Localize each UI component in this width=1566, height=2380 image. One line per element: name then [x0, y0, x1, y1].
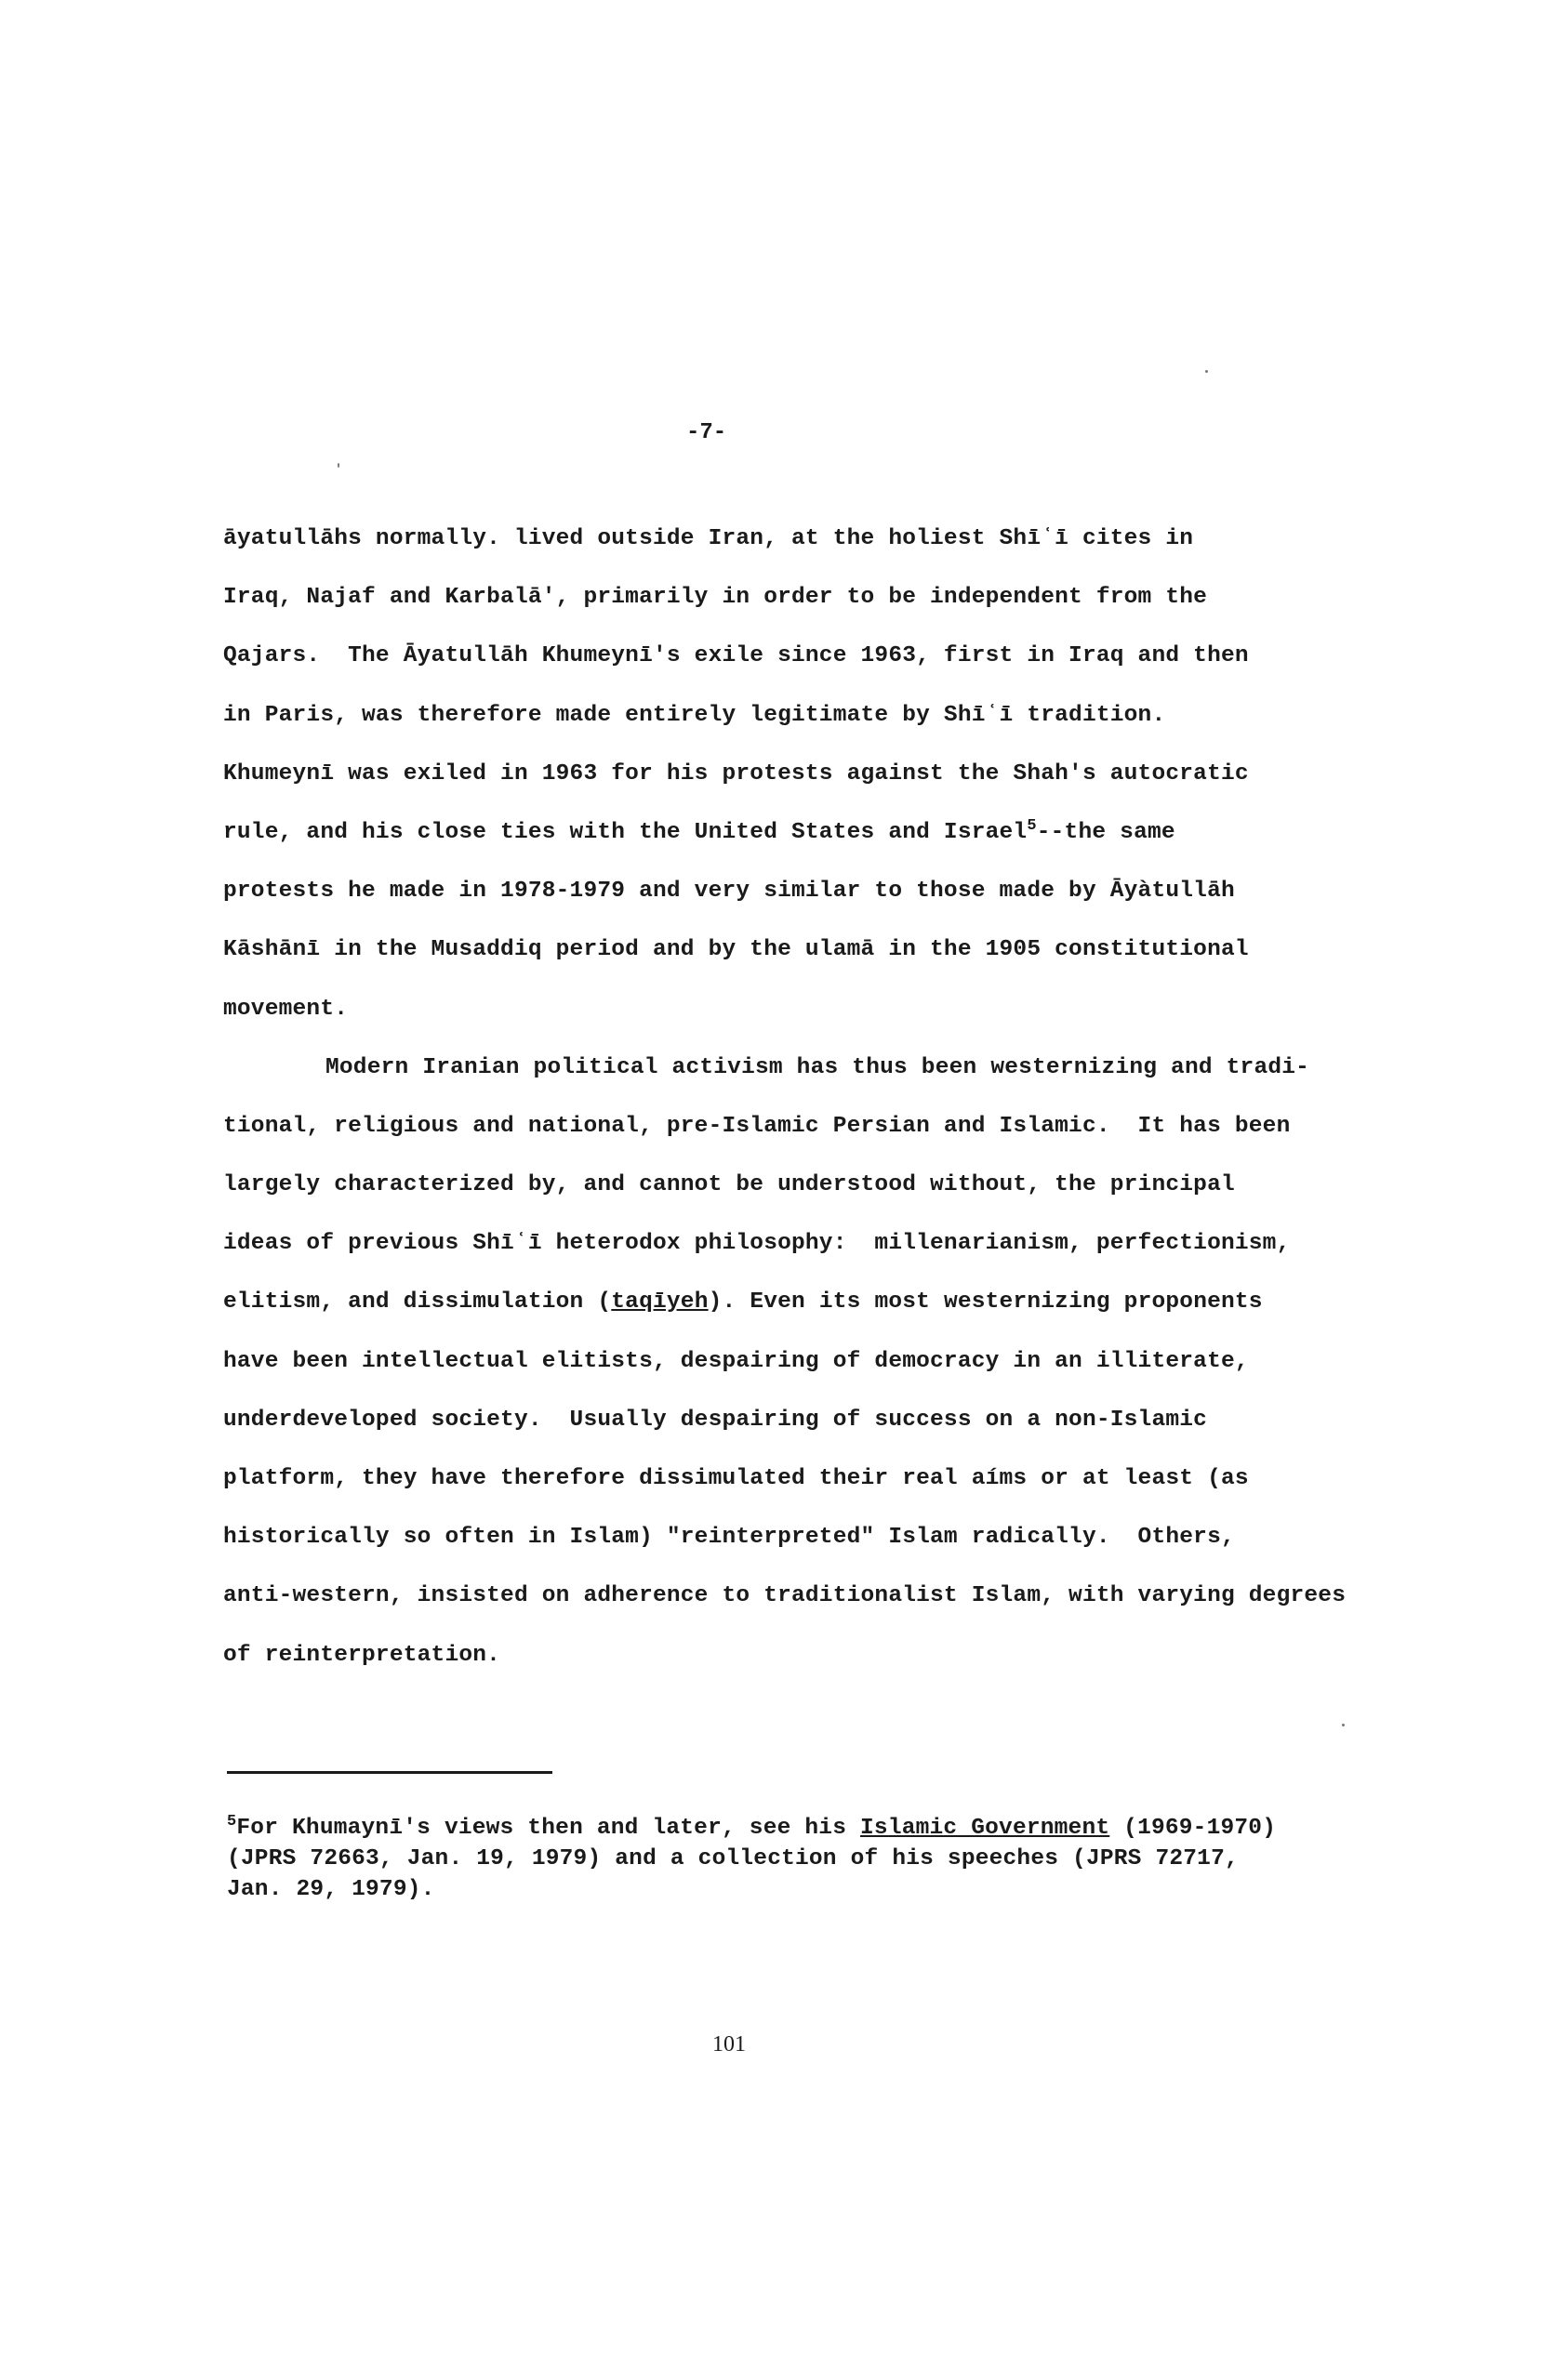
body-line-2: Iraq, Najaf and Karbalā', primarily in order to be independent from the: [223, 585, 1208, 611]
body-text: [223, 509, 1413, 1685]
body-line-16: underdeveloped society. Usually despairing of success on a non-Islamic: [223, 1407, 1208, 1433]
body-line-10: Modern Iranian political activism has thus been westernizing and tradi-: [325, 1054, 1310, 1080]
footnote-reference: 5: [1027, 816, 1037, 835]
body-line-18: historically so often in Islam) "reinterpreted" Islam radically. Others,: [223, 1525, 1235, 1551]
taqiyeh-term: taqīyeh: [611, 1289, 709, 1316]
footnote-line-1-a: For Khumaynī's views then and later, see his: [236, 1816, 861, 1841]
body-line-11: tional, religious and national, pre-Islamic Persian and Islamic. It has been: [223, 1113, 1291, 1139]
header-page-number: -7-: [686, 420, 727, 445]
body-line-14: [223, 1273, 1413, 1331]
body-line-14-text: elitism, and dissimulation (: [223, 1289, 612, 1316]
body-line-4: in Paris, was therefore made entirely legitimate by Shīʿī tradition.: [223, 702, 1166, 728]
scan-speck: [1342, 1724, 1345, 1726]
body-line-14-tail: ). Even its most westernizing proponents: [708, 1289, 1263, 1316]
body-line-5: Khumeynī was exiled in 1963 for his protests against the Shah's autocratic: [223, 760, 1249, 787]
body-line-15: have been intellectual elitists, despairing of democracy in an illiterate,: [223, 1348, 1249, 1374]
body-line-13: ideas of previous Shīʿī heterodox philosophy: millenarianism, perfectionism,: [223, 1231, 1291, 1257]
body-line-9: movement.: [223, 996, 349, 1022]
footnote-line-3: Jan. 29, 1979).: [227, 1877, 435, 1902]
body-line-3: Qajars. The Āyatullāh Khumeynī's exile since 1963, first in Iraq and then: [223, 643, 1249, 669]
scan-speck: [1205, 370, 1208, 373]
body-line-12: largely characterized by, and cannot be understood without, the principal: [223, 1172, 1235, 1198]
footnote: [227, 1813, 1427, 1905]
body-line-1: āyatullāhs normally. lived outside Iran, at the holiest Shīʿī cites in: [223, 526, 1194, 551]
body-line-6-text: rule, and his close ties with the United States and Israel: [223, 819, 1028, 845]
footnote-line-1: [227, 1813, 1427, 1844]
footnote-divider: [227, 1771, 552, 1774]
body-line-8: Kāshānī in the Musaddiq period and by the ulamā in the 1905 constitutional: [223, 937, 1249, 963]
footnote-line-1-b: (1969-1970): [1109, 1816, 1277, 1841]
body-line-7: protests he made in 1978-1979 and very similar to those made by Āyàtullāh: [223, 879, 1235, 905]
footnote-marker: 5: [227, 1812, 237, 1831]
body-line-17: platform, they have therefore dissimulated their real aíms or at least (as: [223, 1466, 1249, 1491]
body-line-19: anti-western, insisted on adherence to traditionalist Islam, with varying degrees: [223, 1583, 1347, 1609]
body-line-20: of reinterpretation.: [223, 1642, 501, 1668]
body-line-6-tail: --the same: [1036, 819, 1175, 845]
footnote-line-2: (JPRS 72663, Jan. 19, 1979) and a collection of his speeches (JPRS 72717,: [227, 1846, 1239, 1871]
footer-page-number: 101: [712, 2032, 746, 2056]
scan-speck: [338, 463, 339, 468]
body-line-6: [223, 803, 1413, 862]
footnote-book-title: Islamic Government: [860, 1816, 1110, 1841]
